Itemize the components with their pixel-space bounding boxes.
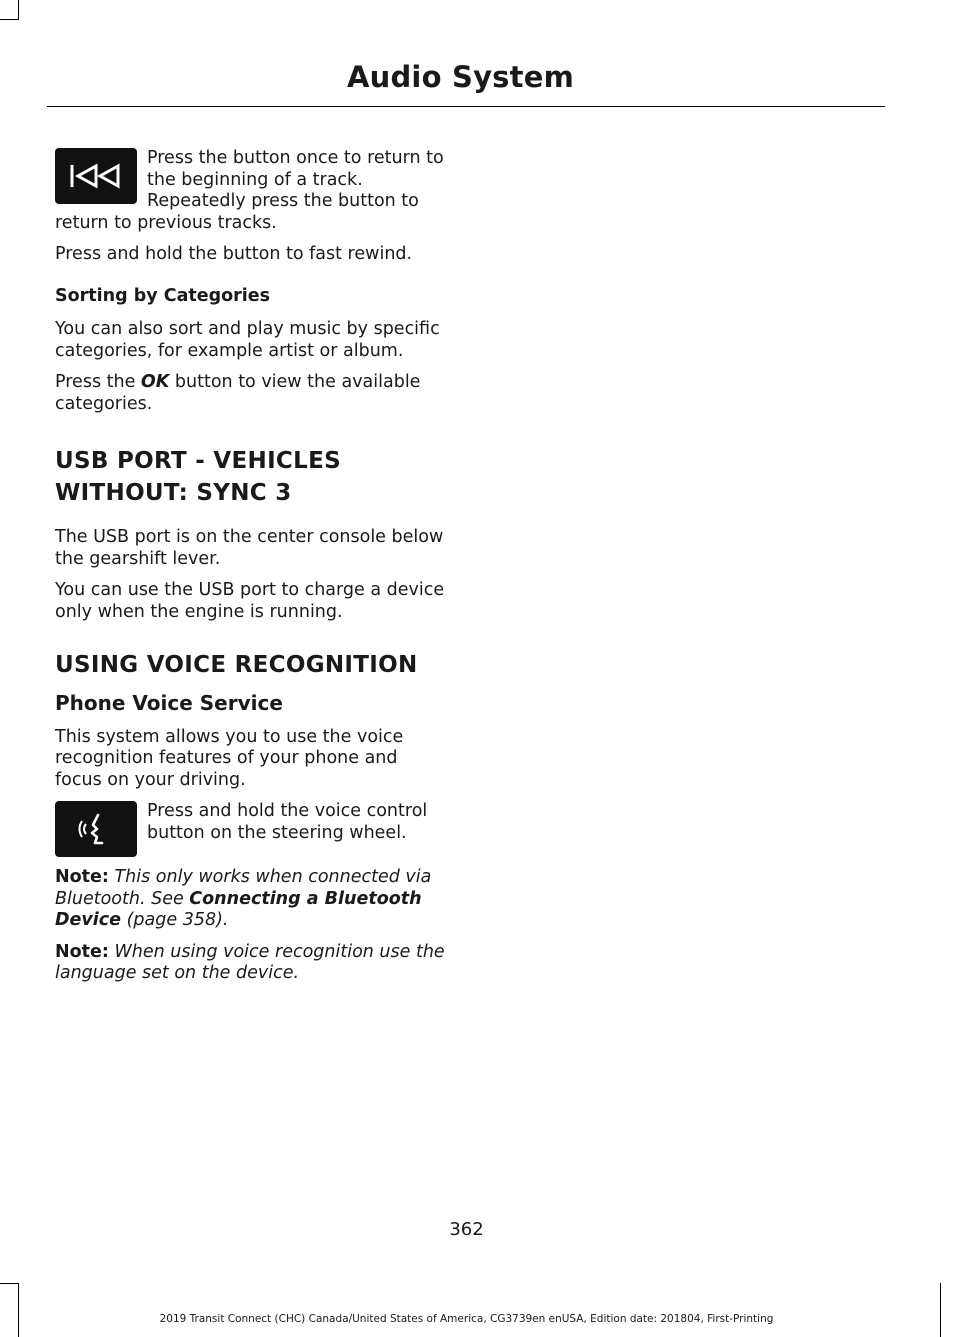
phone-voice-description: This system allows you to use the voice recognition features of your phone and focus on your driving. bbox=[55, 726, 404, 790]
voice-control-icon bbox=[55, 801, 137, 857]
crop-mark bbox=[0, 19, 18, 20]
sorting-description: You can also sort and play music by specific categories, for example artist or album. bbox=[55, 319, 440, 361]
page-title: Audio System bbox=[346, 60, 574, 94]
crop-mark bbox=[0, 1283, 18, 1284]
track-back-description: Press the button once to return to the beginning of a track. Repeatedly press the button to return to previous tracks. bbox=[55, 148, 444, 233]
sorting-heading: Sorting by Categories bbox=[55, 285, 271, 306]
crop-mark bbox=[18, 1283, 19, 1337]
bluetooth-link[interactable]: Connecting a Bluetooth Device bbox=[55, 888, 422, 930]
main-column bbox=[55, 148, 447, 995]
seek-back-icon bbox=[55, 148, 137, 204]
ok-pre-text: Press the bbox=[55, 372, 141, 392]
crop-mark bbox=[940, 1283, 941, 1337]
header-divider bbox=[47, 106, 885, 107]
usb-location-description: The USB port is on the center console below the gearshift lever. bbox=[55, 527, 444, 569]
note-bluetooth bbox=[55, 867, 447, 932]
usb-heading-line1: USB PORT - VEHICLES bbox=[55, 448, 341, 474]
fast-rewind-description: Press and hold the button to fast rewind. bbox=[55, 244, 413, 264]
page-number: 362 bbox=[449, 1219, 484, 1240]
note-text: This only works when connected via Bluetooth. See bbox=[55, 867, 432, 909]
edition-footer: 2019 Transit Connect (CHC) Canada/United States of America, CG3739en enUSA, Edition date: 201804, First-Printing bbox=[159, 1313, 774, 1325]
voice-button-description: Press and hold the voice control button on the steering wheel. bbox=[147, 801, 428, 843]
phone-voice-heading: Phone Voice Service bbox=[55, 691, 283, 715]
ok-button-description bbox=[55, 372, 447, 415]
note-language bbox=[55, 942, 447, 985]
note-label: Note: bbox=[55, 941, 109, 962]
ok-label: OK bbox=[140, 372, 170, 392]
crop-mark bbox=[18, 0, 19, 20]
note-text: When using voice recognition use the language set on the device. bbox=[55, 941, 445, 983]
usb-charge-description: You can use the USB port to charge a device only when the engine is running. bbox=[55, 580, 445, 622]
note-label: Note: bbox=[55, 867, 109, 887]
usb-heading-line2: WITHOUT: SYNC 3 bbox=[55, 480, 292, 506]
usb-port-heading bbox=[55, 445, 447, 509]
ok-post-text: button to view the available categories. bbox=[55, 372, 421, 414]
voice-recognition-heading: USING VOICE RECOGNITION bbox=[55, 652, 418, 678]
page-reference: (page 358). bbox=[121, 910, 229, 930]
